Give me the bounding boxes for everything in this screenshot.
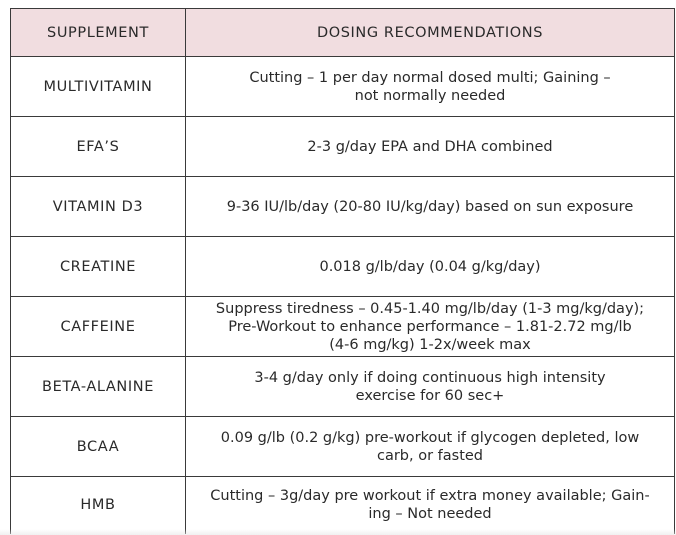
dosing-line: exercise for 60 sec+ (355, 387, 505, 404)
dosing-line: 2-3 g/day EPA and DHA combined (307, 138, 553, 155)
dosing-line: carb, or fasted (376, 447, 484, 464)
supplement-cell: CAFFEINE (11, 297, 186, 357)
dosing-cell (186, 237, 675, 297)
dosing-line: Cutting – 3g/day pre workout if extra money available; Gain- (210, 488, 650, 505)
column-header-dosing: DOSING RECOMMENDATIONS (186, 9, 675, 57)
dosing-cell (186, 417, 675, 477)
table-header-row (11, 9, 675, 57)
table-row (11, 237, 675, 297)
dosing-line: not normally needed (354, 87, 506, 104)
dosing-cell (186, 477, 675, 534)
supplement-cell: MULTIVITAMIN (11, 57, 186, 117)
dosing-line: 0.018 g/lb/day (0.04 g/kg/day) (319, 258, 541, 275)
dosing-line: (4-6 mg/kg) 1-2x/week max (329, 336, 531, 353)
supplement-cell: CREATINE (11, 237, 186, 297)
table-row (11, 57, 675, 117)
dosing-line: Pre-Workout to enhance performance – 1.81-2.72 mg/lb (228, 318, 632, 335)
dosing-cell (186, 177, 675, 237)
supplement-dosing-table (10, 8, 675, 534)
dosing-line: Suppress tiredness – 0.45-1.40 mg/lb/day (1-3 mg/kg/day); (215, 300, 645, 317)
dosing-line: Cutting – 1 per day normal dosed multi; Gaining – (249, 69, 611, 86)
table-body (11, 57, 675, 534)
supplement-cell: VITAMIN D3 (11, 177, 186, 237)
bottom-fade-shadow (0, 529, 676, 535)
table-row (11, 417, 675, 477)
dosing-cell (186, 117, 675, 177)
table-row (11, 177, 675, 237)
table-row (11, 117, 675, 177)
dosing-cell (186, 357, 675, 417)
dosing-cell (186, 297, 675, 357)
table-row (11, 357, 675, 417)
table-row (11, 297, 675, 357)
supplement-cell: BETA-ALANINE (11, 357, 186, 417)
supplement-cell: HMB (11, 477, 186, 534)
dosing-line: 9-36 IU/lb/day (20-80 IU/kg/day) based on sun exposure (226, 198, 634, 215)
supplement-cell: BCAA (11, 417, 186, 477)
supplement-cell: EFA’S (11, 117, 186, 177)
dosing-line: 0.09 g/lb (0.2 g/kg) pre-workout if glycogen depleted, low (220, 429, 640, 446)
dosing-cell (186, 57, 675, 117)
dosing-line: 3-4 g/day only if doing continuous high intensity (254, 369, 606, 386)
table-row (11, 477, 675, 534)
dosing-line: ing – Not needed (368, 506, 492, 523)
column-header-supplement: SUPPLEMENT (11, 9, 186, 57)
